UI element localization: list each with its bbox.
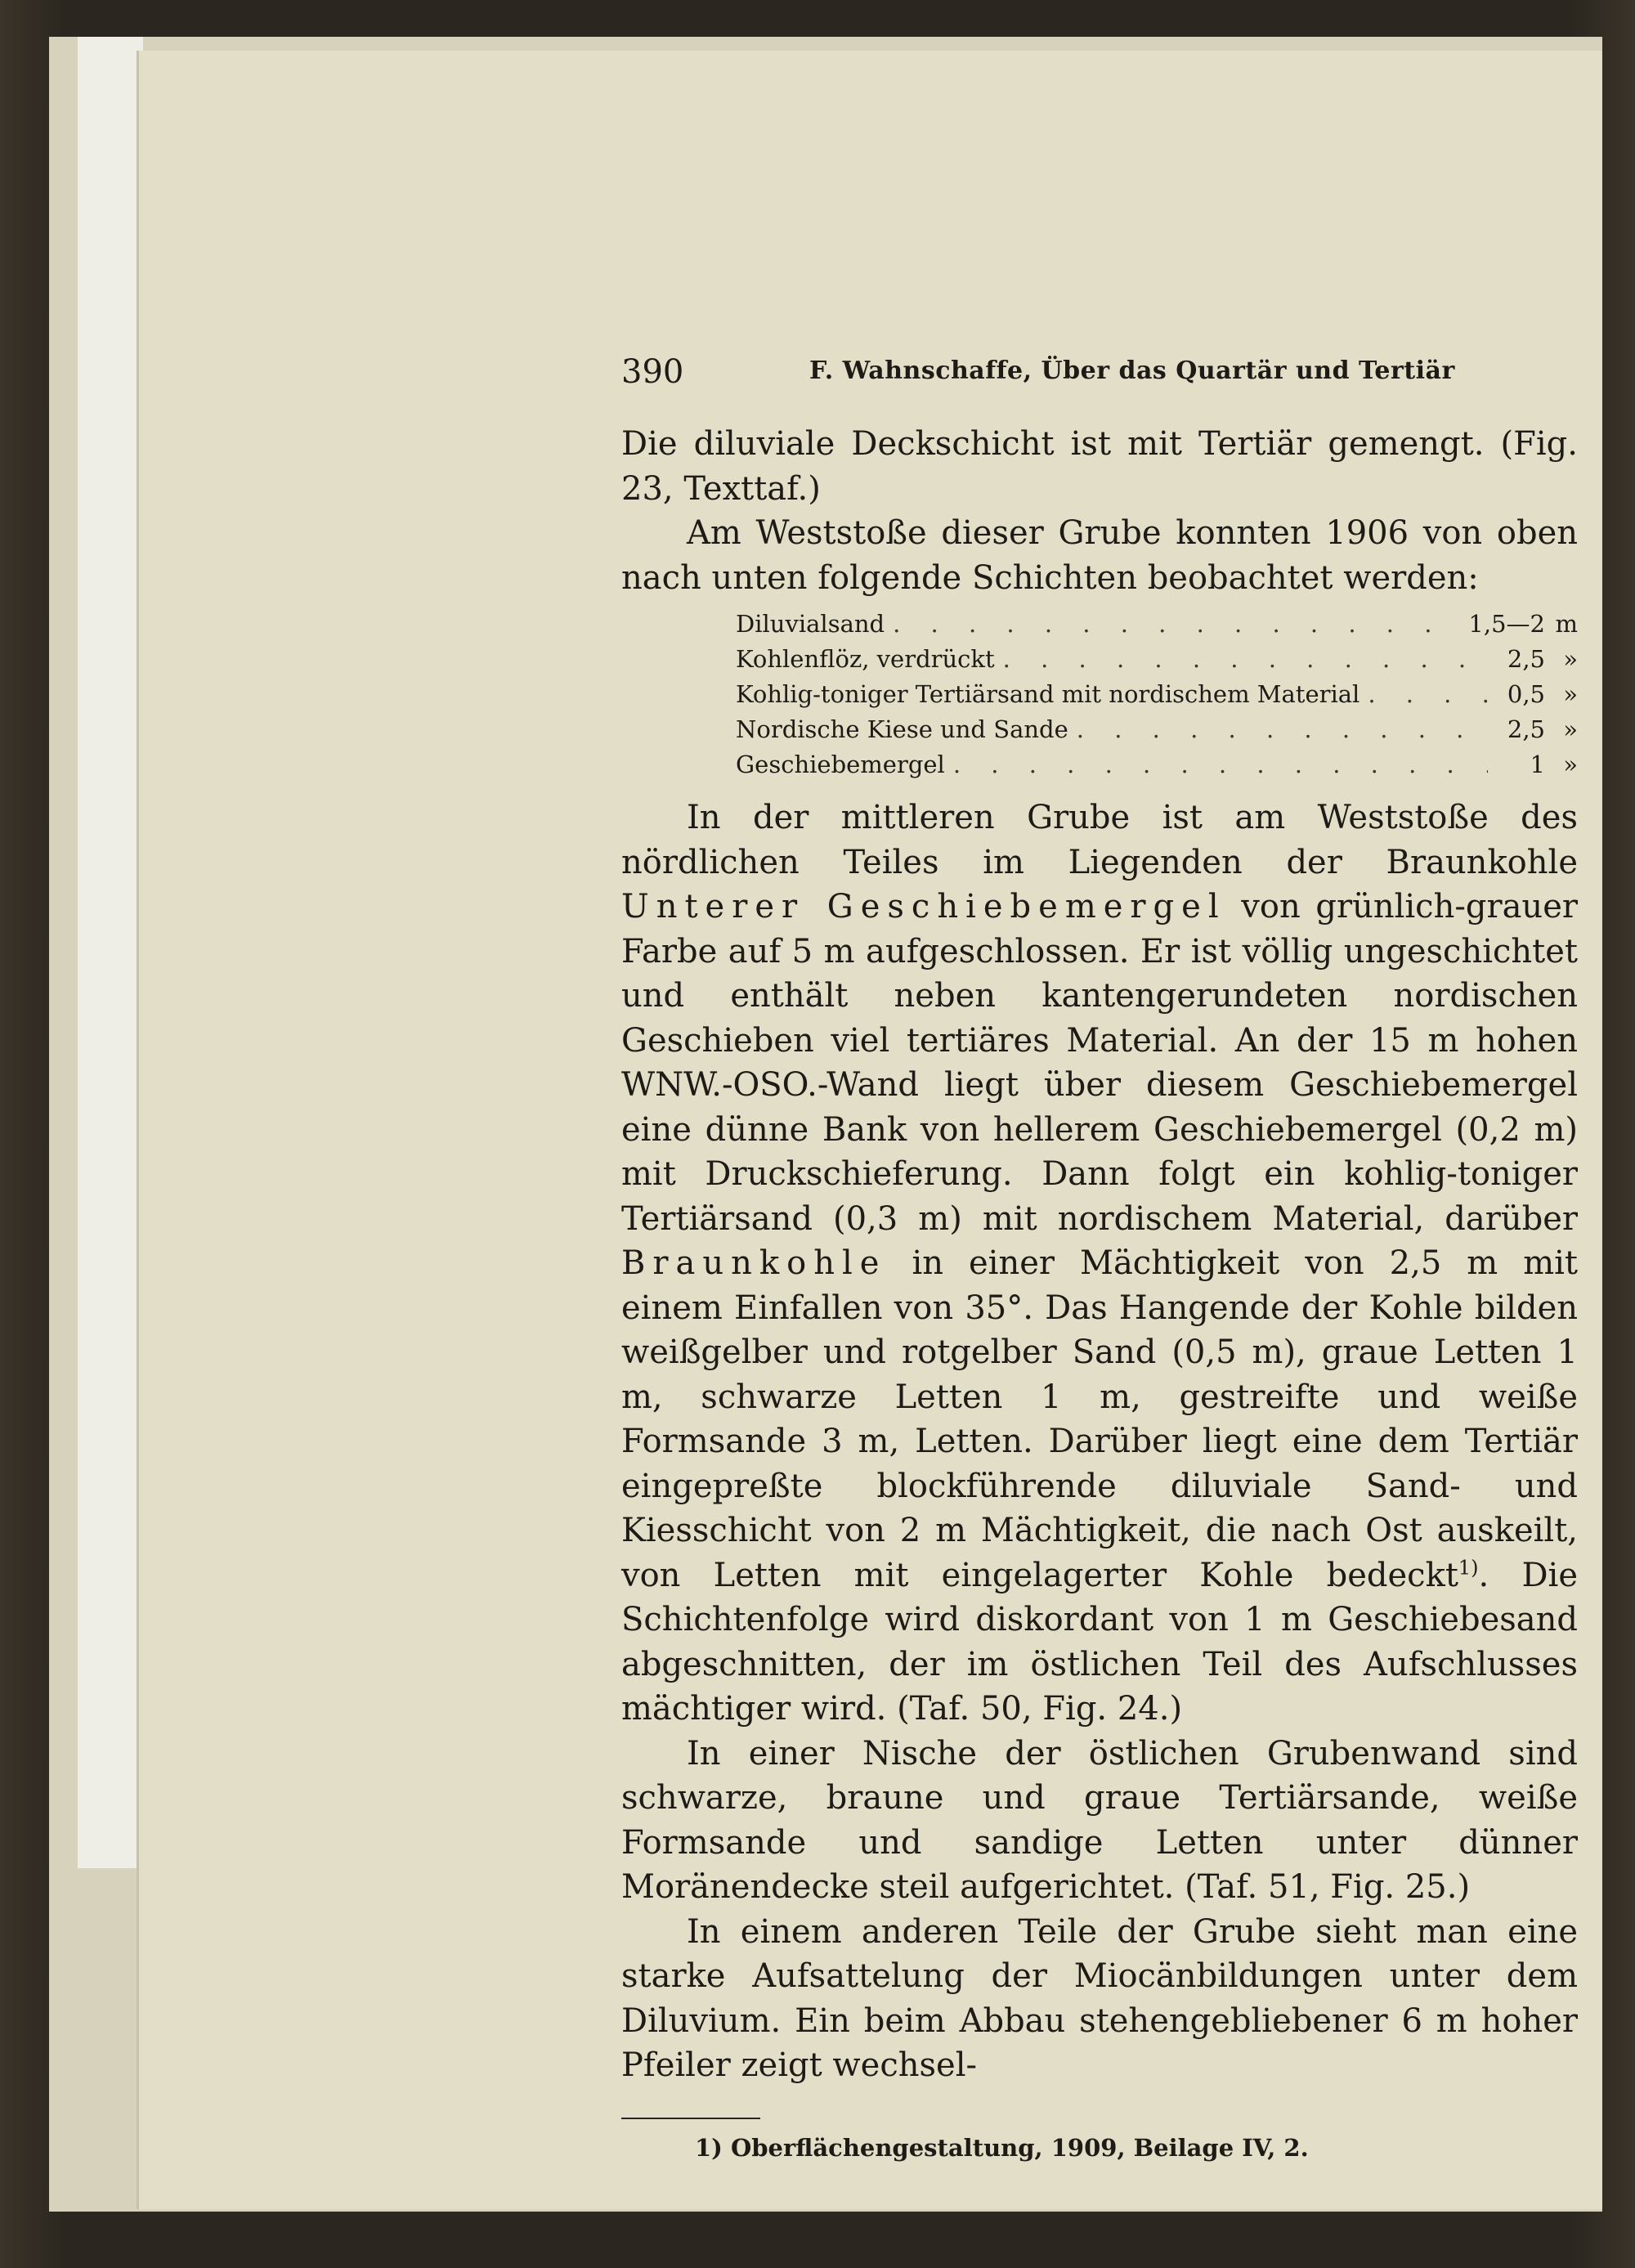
running-head: F. Wahnschaffe, Über das Quartär und Tertiär	[809, 356, 1455, 385]
stratum-unit: »	[1563, 715, 1578, 743]
spaced-term-lignite: Braunkohle	[621, 1244, 887, 1282]
paragraph-1: Die diluviale Deckschicht ist mit Tertiär gemengt. (Fig. 23, Texttaf.)	[621, 425, 1578, 508]
leader-dots	[1368, 680, 1488, 708]
stratum-row	[736, 645, 1578, 680]
stratum-row	[736, 680, 1578, 715]
paragraph-4: In einer Nische der östlichen Grubenwand sind schwarze, braune und graue Tertiärsande, weiße Formsande und sandige Letten unter dünner Moränendecke steil aufgerichtet. (Taf. 51, Fig. 25.)	[621, 1734, 1578, 1906]
footnote-text: Oberflächengestaltung, 1909, Beilage IV, 2.	[731, 2133, 1309, 2162]
stratum-unit: »	[1563, 751, 1578, 778]
paragraph-3-text-b: von grünlich-grauer Farbe auf 5 m aufgeschlossen. Er ist völlig ungeschichtet und enthält neben kantengerundeten nordischen Geschieben viel tertiäres Material. An der 15 m hohen WNW.-OSO.-Wand liegt über diesem Geschiebemergel eine dünne Bank von hellerem Geschiebemergel (0,2 m) mit Druckschieferung. Dann folgt ein kohlig-toniger Tertiärsand (0,3 m) mit nordischem Material, darüber	[621, 888, 1578, 1238]
stratum-unit: »	[1563, 680, 1578, 708]
book-page	[139, 51, 1602, 2209]
stratum-unit: »	[1563, 645, 1578, 673]
leader-dots	[1077, 715, 1488, 743]
stratum-name: Kohlig-toniger Tertiärsand mit nordischem Material	[736, 680, 1360, 708]
stratum-name: Geschiebemergel	[736, 751, 945, 778]
spaced-term-lower-till: Unterer Geschiebemergel	[621, 888, 1226, 926]
page-content	[621, 345, 1578, 2162]
leader-dots	[1003, 645, 1488, 673]
footnote-reference: 1)	[1458, 1556, 1479, 1580]
stratum-name: Nordische Kiese und Sande	[736, 715, 1068, 743]
stratum-thickness: 0,5	[1507, 680, 1545, 708]
page-edge	[78, 37, 143, 1868]
strata-list	[736, 610, 1578, 786]
leader-dots	[953, 751, 1488, 778]
stratum-thickness: 2,5	[1507, 645, 1545, 673]
stratum-thickness: 2,5	[1507, 715, 1545, 743]
stratum-thickness: 1,5—2	[1468, 610, 1545, 638]
paragraph-3-text-d: . Die Schichtenfolge wird diskordant von 1 m Geschiebesand abgeschnitten, der im östlichen Teil des Aufschlusses mächtiger wird. (Taf. 50, Fig. 24.)	[621, 1556, 1578, 1728]
stratum-unit: m	[1555, 610, 1578, 638]
paragraph-5: In einem anderen Teile der Grube sieht man eine starke Aufsattelung der Miocänbildungen unter dem Diluvium. Ein beim Abbau stehengebliebener 6 m hoher Pfeiler zeigt wechsel-	[621, 1912, 1578, 2084]
page-header	[621, 345, 1578, 394]
stratum-row	[736, 751, 1578, 786]
stratum-name: Diluvialsand	[736, 610, 885, 638]
footnote-rule	[621, 2118, 760, 2119]
paragraph-3-text-a: In der mittleren Grube ist am Weststoße des nördlichen Teiles im Liegenden der Braunkohle	[621, 799, 1578, 881]
paragraph-2: Am Weststoße dieser Grube konnten 1906 von oben nach unten folgende Schichten beobachtet werden:	[621, 514, 1578, 597]
page-number: 390	[621, 353, 684, 391]
stratum-thickness: 1	[1530, 751, 1545, 778]
footnote	[695, 2134, 1578, 2162]
paragraph-3	[621, 796, 1578, 1732]
leader-dots	[893, 610, 1460, 638]
paragraph-3-text-c: in einer Mächtigkeit von 2,5 m mit einem Einfallen von 35°. Das Hangende der Kohle bilden weißgelber und rotgelber Sand (0,5 m), graue Letten 1 m, schwarze Letten 1 m, gestreifte und weiße Formsande 3 m, Letten. Darüber liegt eine dem Tertiär eingepreßte blockführende diluviale Sand- und Kiesschicht von 2 m Mächtigkeit, die nach Ost auskeilt, von Letten mit eingelagerter Kohle bedeckt	[621, 1244, 1578, 1594]
stratum-row	[736, 715, 1578, 751]
stratum-name: Kohlenflöz, verdrückt	[736, 645, 995, 673]
footnote-marker: 1)	[695, 2133, 723, 2162]
stratum-row	[736, 610, 1578, 645]
